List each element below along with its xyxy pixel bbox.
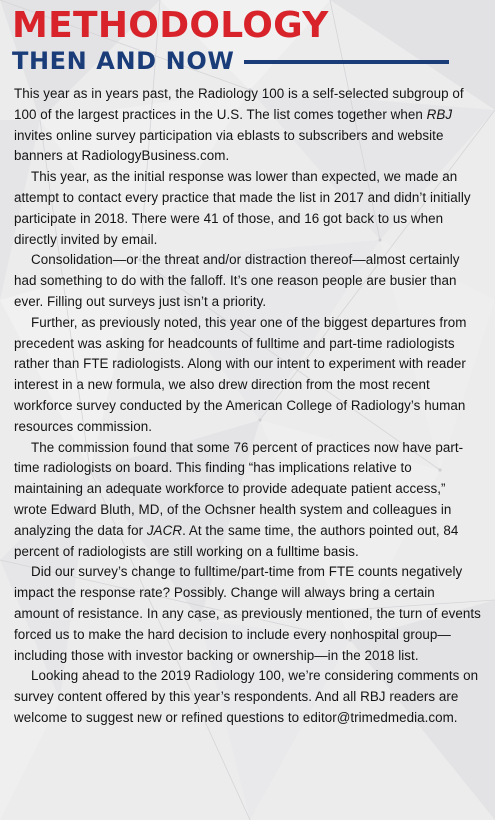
paragraph-4: Further, as previously noted, this year one of the biggest departures from precedent was asking for headcounts of fulltime and part-time radiologists rather than FTE radiologists. Along with our intent to experiment with reader interest in a new formula, we also drew direction from the most recent workforce survey conducted by the American College of Radiology’s human resources commission. <box>14 314 467 434</box>
article-body <box>14 84 482 729</box>
paragraph-5: The commission found that some 76 percent of practices now have part-time radiologists on board. This finding “has implications relative to maintaining an adequate workforce to provide adequate patient access,” wrote Edward Bluth, MD, of the Ochsner health system and colleagues in analyzing the data for JACR. At the same time, the authors pointed out, 84 percent of radiologists are still working on a fulltime basis. <box>14 439 464 559</box>
paragraph-7: Looking ahead to the 2019 Radiology 100, we’re considering comments on survey content offered by this year’s respondents. And all RBJ readers are welcome to suggest new or refined questions to editor@trimedmedia.com. <box>14 668 479 725</box>
subtitle-rule <box>244 60 449 64</box>
header <box>12 6 449 76</box>
page-title: METHODOLOGY <box>12 5 329 46</box>
paragraph-3: Consolidation—or the threat and/or distraction thereof—almost certainly had something to do with the falloff. It’s one reason people are busier than ever. Filling out surveys just isn’t a priority. <box>14 252 460 309</box>
paragraph-1: This year as in years past, the Radiology 100 is a self-selected subgroup of 100 of the largest practices in the U.S. The list comes together when RBJ invites online survey participation via eblasts to subscribers and website banners at RadiologyBusiness.com. <box>14 86 464 164</box>
paragraph-6: Did our survey’s change to fulltime/part-time from FTE counts negatively impact the response rate? Possibly. Change will always bring a certain amount of resistance. In any case, as previously mentioned, the turn of events forced us to make the hard decision to include every nonhospital group—including those with investor backing or ownership—in the 2018 list. <box>14 564 481 663</box>
page-subtitle: THEN AND NOW <box>12 47 235 75</box>
subtitle-row <box>12 46 449 76</box>
paragraph-2: This year, as the initial response was lower than expected, we made an attempt to contact every practice that made the list in 2017 and didn’t initially participate in 2018. There were 41 of those, and 16 got back to us when directly invited by email. <box>14 169 471 247</box>
